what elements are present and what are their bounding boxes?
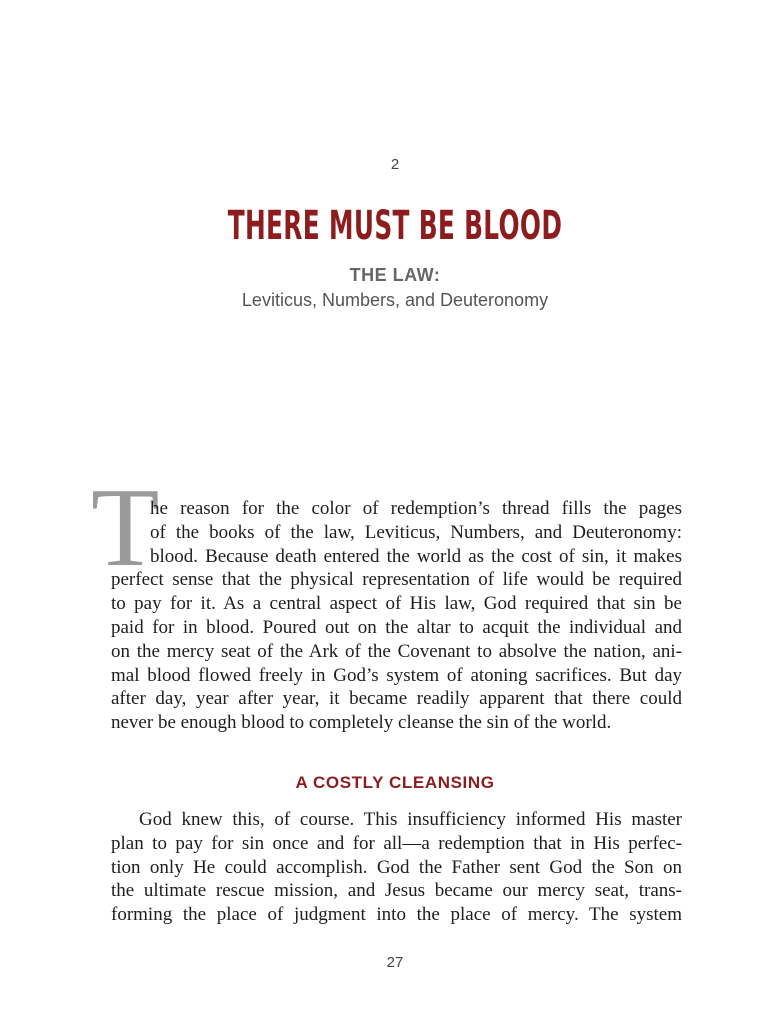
drop-cap: T	[91, 466, 160, 590]
paragraph-line: paid for in blood. Poured out on the altar to acquit the individual and	[111, 616, 682, 638]
section-heading: A COSTLY CLEANSING	[295, 773, 495, 792]
paragraph-line: never be enough blood to completely cleanse the sin of the world.	[111, 712, 612, 734]
paragraph-line: to pay for it. As a central aspect of His law, God required that sin be	[111, 593, 682, 615]
paragraph-line: after day, year after year, it became readily apparent that there could	[111, 688, 682, 710]
chapter-subtitle-label: THE LAW:	[349, 265, 441, 285]
chapter-subtitle-books: Leviticus, Numbers, and Deuteronomy	[241, 290, 549, 310]
paragraph-line: of the books of the law, Leviticus, Numbers, and Deuteronomy:	[150, 521, 682, 543]
paragraph-line: the ultimate rescue mission, and Jesus became our mercy seat, trans-	[111, 880, 682, 902]
paragraph-line: mal blood flowed freely in God’s system of atoning sacrifices. But day	[111, 664, 682, 686]
paragraph-line: plan to pay for sin once and for all—a redemption that in His perfec-	[111, 832, 682, 854]
paragraph-line: tion only He could accomplish. God the Father sent God the Son on	[111, 856, 682, 878]
paragraph-line: perfect sense that the physical representation of life would be required	[111, 569, 682, 591]
paragraph-line: on the mercy seat of the Ark of the Covenant to absolve the nation, ani-	[111, 640, 682, 662]
body-paragraph-1	[111, 497, 682, 735]
paragraph-line: forming the place of judgment into the place of mercy. The system	[111, 904, 682, 926]
page-number: 27	[386, 954, 404, 971]
paragraph-line: God knew this, of course. This insufficiency informed His master	[139, 809, 682, 830]
paragraph-line: he reason for the color of redemption’s thread fills the pages	[150, 498, 682, 519]
chapter-title: THERE MUST BE BLOOD	[227, 203, 563, 249]
chapter-number: 2	[390, 156, 400, 173]
body-paragraph-2	[111, 808, 682, 927]
paragraph-line: blood. Because death entered the world as the cost of sin, it makes	[150, 545, 682, 567]
